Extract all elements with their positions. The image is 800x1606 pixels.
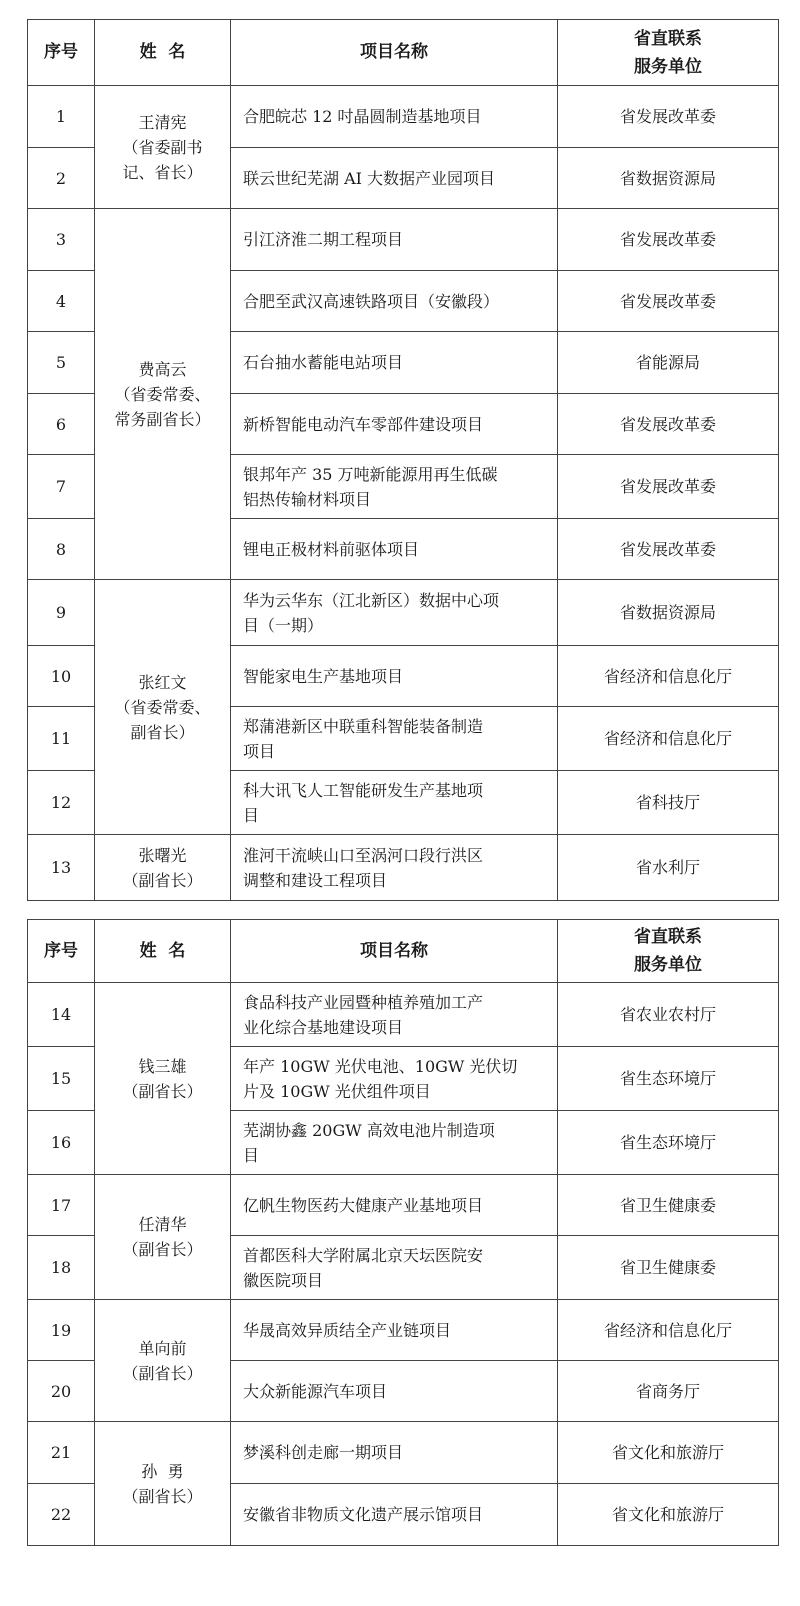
service-unit: 省数据资源局 bbox=[558, 148, 779, 209]
leader-title: （副省长） bbox=[122, 1363, 203, 1383]
service-unit: 省能源局 bbox=[558, 332, 779, 394]
row-number: 9 bbox=[28, 580, 95, 646]
project-name-line: 首都医科大学附属北京天坛医院安 bbox=[243, 1245, 484, 1265]
project-name: 智能家电生产基地项目 bbox=[231, 646, 558, 707]
row-number: 5 bbox=[28, 332, 95, 394]
project-name-line: 科大讯飞人工智能研发生产基地项 bbox=[243, 780, 484, 800]
row-number: 19 bbox=[28, 1300, 95, 1361]
project-name bbox=[231, 983, 558, 1047]
project-name-line: 银邦年产 35 万吨新能源用再生低碳 bbox=[243, 464, 498, 484]
service-unit: 省发展改革委 bbox=[558, 271, 779, 332]
service-unit: 省生态环境厅 bbox=[558, 1047, 779, 1111]
leader-title: （副省长） bbox=[122, 1486, 203, 1506]
leader-name-cell bbox=[95, 835, 231, 901]
project-name: 联云世纪芜湖 AI 大数据产业园项目 bbox=[231, 148, 558, 209]
project-name: 亿帆生物医药大健康产业基地项目 bbox=[231, 1175, 558, 1236]
row-number: 10 bbox=[28, 646, 95, 707]
row-number: 14 bbox=[28, 983, 95, 1047]
service-unit: 省文化和旅游厅 bbox=[558, 1422, 779, 1484]
row-number: 11 bbox=[28, 707, 95, 771]
project-name-line: 芜湖协鑫 20GW 高效电池片制造项 bbox=[243, 1120, 495, 1140]
project-name: 华晟高效异质结全产业链项目 bbox=[231, 1300, 558, 1361]
leader-name-cell bbox=[95, 86, 231, 209]
service-unit: 省商务厅 bbox=[558, 1361, 779, 1422]
row-number: 17 bbox=[28, 1175, 95, 1236]
service-unit: 省发展改革委 bbox=[558, 519, 779, 580]
header-unit-line2: 服务单位 bbox=[634, 955, 702, 975]
service-unit: 省水利厅 bbox=[558, 835, 779, 901]
project-name: 安徽省非物质文化遗产展示馆项目 bbox=[231, 1484, 558, 1546]
row-number: 12 bbox=[28, 771, 95, 835]
service-unit: 省发展改革委 bbox=[558, 209, 779, 271]
table-row bbox=[28, 86, 779, 148]
project-name bbox=[231, 1111, 558, 1175]
project-name: 石台抽水蓄能电站项目 bbox=[231, 332, 558, 394]
leader-name-cell bbox=[95, 1175, 231, 1300]
leader-name-cell bbox=[95, 209, 231, 580]
row-number: 15 bbox=[28, 1047, 95, 1111]
header-unit bbox=[558, 20, 779, 86]
project-name-line: 郑蒲港新区中联重科智能装备制造 bbox=[243, 716, 484, 736]
project-name-line: 目 bbox=[243, 1145, 260, 1165]
service-unit: 省科技厅 bbox=[558, 771, 779, 835]
table-row bbox=[28, 1422, 779, 1484]
leader-title: 副省长） bbox=[130, 722, 195, 742]
table-row bbox=[28, 580, 779, 646]
project-name: 大众新能源汽车项目 bbox=[231, 1361, 558, 1422]
service-unit: 省发展改革委 bbox=[558, 394, 779, 455]
project-name bbox=[231, 1047, 558, 1111]
row-number: 7 bbox=[28, 455, 95, 519]
header-name: 姓 名 bbox=[95, 920, 231, 983]
header-name: 姓 名 bbox=[95, 20, 231, 86]
project-name: 梦溪科创走廊一期项目 bbox=[231, 1422, 558, 1484]
leader-title: （省委常委、 bbox=[114, 384, 211, 404]
leader-title: （副省长） bbox=[122, 1240, 203, 1259]
project-name bbox=[231, 580, 558, 646]
project-name-line: 食品科技产业园暨种植养殖加工产 bbox=[243, 992, 484, 1012]
row-number: 1 bbox=[28, 86, 95, 148]
leader-name: 张红文 bbox=[138, 672, 187, 692]
leader-name: 钱三雄 bbox=[138, 1056, 187, 1076]
service-unit: 省发展改革委 bbox=[558, 86, 779, 148]
row-number: 3 bbox=[28, 209, 95, 271]
row-number: 6 bbox=[28, 394, 95, 455]
project-name-line: 片及 10GW 光伏组件项目 bbox=[243, 1081, 431, 1101]
leader-title: （副省长） bbox=[122, 870, 203, 890]
service-unit: 省经济和信息化厅 bbox=[558, 1300, 779, 1361]
leader-name: 孙 勇 bbox=[141, 1461, 184, 1481]
leader-name: 张曙光 bbox=[138, 845, 187, 865]
leader-name: 费高云 bbox=[138, 359, 187, 379]
project-name bbox=[231, 771, 558, 835]
leader-name-cell bbox=[95, 580, 231, 835]
service-unit: 省卫生健康委 bbox=[558, 1175, 779, 1236]
leader-name: 任清华 bbox=[138, 1215, 187, 1234]
header-unit bbox=[558, 920, 779, 983]
project-name-line: 徽医院项目 bbox=[243, 1270, 324, 1290]
row-number: 18 bbox=[28, 1236, 95, 1300]
project-name-line: 年产 10GW 光伏电池、10GW 光伏切 bbox=[243, 1056, 518, 1076]
row-number: 13 bbox=[28, 835, 95, 901]
service-unit: 省农业农村厅 bbox=[558, 983, 779, 1047]
row-number: 21 bbox=[28, 1422, 95, 1484]
table-header-row bbox=[28, 920, 779, 983]
project-table-2 bbox=[27, 919, 779, 1546]
leader-name-cell bbox=[95, 983, 231, 1175]
leader-name: 单向前 bbox=[138, 1338, 187, 1358]
header-project: 项目名称 bbox=[231, 20, 558, 86]
project-name-line: 项目 bbox=[243, 741, 276, 761]
table-row bbox=[28, 1175, 779, 1236]
project-name bbox=[231, 835, 558, 901]
table-header-row bbox=[28, 20, 779, 86]
service-unit: 省卫生健康委 bbox=[558, 1236, 779, 1300]
row-number: 8 bbox=[28, 519, 95, 580]
project-name: 合肥至武汉高速铁路项目（安徽段） bbox=[231, 271, 558, 332]
header-project: 项目名称 bbox=[231, 920, 558, 983]
row-number: 22 bbox=[28, 1484, 95, 1546]
service-unit: 省生态环境厅 bbox=[558, 1111, 779, 1175]
header-unit-line2: 服务单位 bbox=[634, 56, 702, 77]
header-no: 序号 bbox=[28, 20, 95, 86]
service-unit: 省经济和信息化厅 bbox=[558, 646, 779, 707]
row-number: 4 bbox=[28, 271, 95, 332]
project-name bbox=[231, 1236, 558, 1300]
header-unit-line1: 省直联系 bbox=[634, 28, 702, 49]
leader-title: 记、省长） bbox=[122, 162, 203, 182]
project-name-line: 目 bbox=[243, 805, 260, 825]
service-unit: 省数据资源局 bbox=[558, 580, 779, 646]
header-no: 序号 bbox=[28, 920, 95, 983]
table-row bbox=[28, 209, 779, 271]
row-number: 2 bbox=[28, 148, 95, 209]
project-name-line: 华为云华东（江北新区）数据中心项 bbox=[243, 590, 500, 610]
service-unit: 省发展改革委 bbox=[558, 455, 779, 519]
project-table-1 bbox=[27, 19, 779, 901]
project-name bbox=[231, 707, 558, 771]
leader-name: 王清宪 bbox=[138, 112, 187, 132]
leader-title: （副省长） bbox=[122, 1081, 203, 1101]
project-name: 合肥皖芯 12 吋晶圆制造基地项目 bbox=[231, 86, 558, 148]
leader-title: 常务副省长） bbox=[114, 409, 211, 429]
service-unit: 省经济和信息化厅 bbox=[558, 707, 779, 771]
service-unit: 省文化和旅游厅 bbox=[558, 1484, 779, 1546]
project-name: 新桥智能电动汽车零部件建设项目 bbox=[231, 394, 558, 455]
table-row bbox=[28, 983, 779, 1047]
project-name: 锂电正极材料前驱体项目 bbox=[231, 519, 558, 580]
project-name-line: 调整和建设工程项目 bbox=[243, 870, 388, 890]
leader-title: （省委常委、 bbox=[114, 697, 211, 717]
project-name bbox=[231, 455, 558, 519]
row-number: 20 bbox=[28, 1361, 95, 1422]
leader-name-cell bbox=[95, 1422, 231, 1546]
leader-title: （省委副书 bbox=[122, 137, 203, 157]
row-number: 16 bbox=[28, 1111, 95, 1175]
project-name-line: 淮河干流峡山口至涡河口段行洪区 bbox=[243, 845, 484, 865]
header-unit-line1: 省直联系 bbox=[634, 927, 702, 947]
project-name-line: 业化综合基地建设项目 bbox=[243, 1017, 404, 1037]
table-row bbox=[28, 835, 779, 901]
project-name-line: 铝热传输材料项目 bbox=[243, 489, 372, 509]
project-name: 引江济淮二期工程项目 bbox=[231, 209, 558, 271]
project-name-line: 目（一期） bbox=[243, 615, 324, 635]
leader-name-cell bbox=[95, 1300, 231, 1422]
table-row bbox=[28, 1300, 779, 1361]
